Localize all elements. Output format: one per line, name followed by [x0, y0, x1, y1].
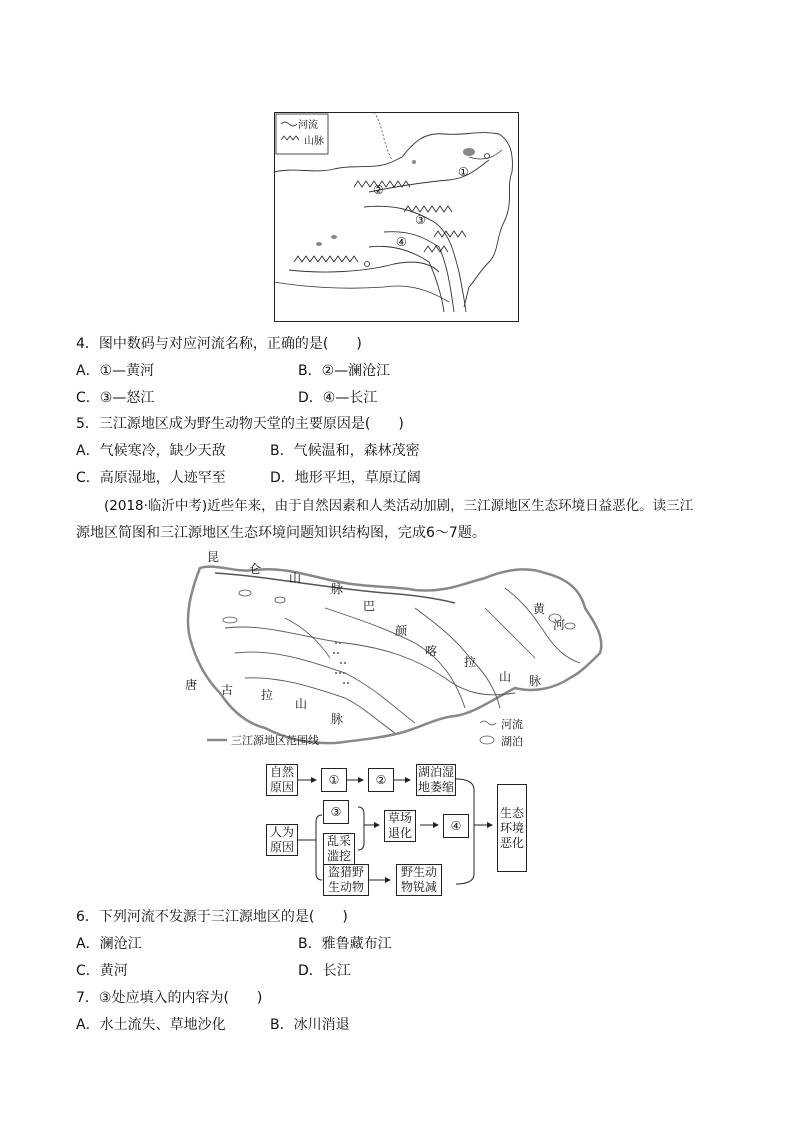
- q6-option-c: C．黄河: [76, 963, 128, 979]
- marker-3: ③: [415, 213, 426, 227]
- q5-option-c: C．高原湿地，人迹罕至: [76, 470, 226, 486]
- box-1: ①: [321, 768, 347, 792]
- label-mai-2: 脉: [529, 674, 542, 688]
- label-shan-1: 山: [289, 571, 302, 585]
- intro-line-1: (2018·临沂中考)近些年来，由于自然因素和人类活动加剧，三江源地区生态环境日益恶化。读三江: [104, 498, 694, 514]
- box-lake-shrink: 湖泊湿地萎缩: [417, 765, 454, 794]
- question-6-stem: 6．下列河流不发源于三江源地区的是( ): [76, 909, 348, 925]
- q7-option-a: A．水土流失、草地沙化: [76, 1017, 226, 1033]
- box-3: ③: [323, 800, 349, 824]
- q4-option-c: C．③—怒江: [76, 390, 155, 406]
- q5-option-b: B．气候温和，森林茂密: [270, 443, 420, 459]
- q7-option-b: B．冰川消退: [270, 1017, 350, 1033]
- question-5-stem: 5．三江源地区成为野生动物天堂的主要原因是( ): [76, 416, 404, 432]
- label-shan-3: 山: [295, 697, 308, 711]
- box-dig: 乱采滥挖: [323, 833, 355, 865]
- map-2: [185, 548, 605, 753]
- question-7-stem: 7．③处应填入的内容为( ): [76, 990, 263, 1006]
- structure-diagram: [260, 760, 540, 900]
- label-la-1: 拉: [464, 655, 477, 669]
- intro-line-2: 源地区简图和三江源地区生态环境问题知识结构图，完成6～7题。: [76, 525, 486, 541]
- q6-option-a: A．澜沧江: [76, 936, 142, 952]
- label-huang: 黄: [533, 602, 546, 616]
- box-human-cause: 人为原因: [266, 824, 298, 856]
- box-grass: 草场退化: [384, 810, 416, 842]
- label-mai-3: 脉: [331, 712, 344, 726]
- legend-boundary-label: 三江源地区范围线: [231, 734, 319, 747]
- box-result: 生态环境恶化: [497, 784, 527, 872]
- label-ka: 喀: [425, 644, 438, 658]
- box-hunt: 盗猎野生动物: [323, 864, 369, 896]
- label-tang: 唐: [185, 678, 198, 692]
- box-natural-cause: 自然原因: [266, 764, 298, 796]
- q4-option-a: A．①—黄河: [76, 363, 155, 379]
- label-kun: 昆: [207, 550, 220, 564]
- legend-river-label: 河流: [298, 120, 318, 131]
- label-lun: 仑: [249, 562, 262, 576]
- q5-option-a: A．气候寒冷，缺少天敌: [76, 443, 226, 459]
- marker-1: ①: [458, 165, 469, 179]
- label-he: 河: [553, 618, 566, 632]
- q4-option-b: B．②—澜沧江: [298, 363, 391, 379]
- question-4-stem: 4．图中数码与对应河流名称，正确的是( ): [76, 336, 362, 352]
- legend-river-label-2: 河流: [501, 718, 523, 731]
- q6-option-b: B．雅鲁藏布江: [298, 936, 392, 952]
- marker-4: ④: [396, 235, 407, 249]
- box-4: ④: [443, 814, 469, 838]
- q6-option-d: D．长江: [298, 963, 351, 979]
- label-yan: 颜: [395, 624, 408, 638]
- q5-option-d: D．地形平坦，草原辽阔: [270, 470, 421, 486]
- legend-mountain-label: 山脉: [304, 136, 324, 147]
- box-wild-decline: 野生动物锐减: [396, 864, 442, 896]
- label-gu: 古: [221, 683, 234, 697]
- label-shan-2: 山: [499, 670, 512, 684]
- label-la-2: 拉: [261, 688, 274, 702]
- legend-lake-label: 湖泊: [501, 735, 523, 748]
- box-2: ②: [368, 768, 394, 792]
- label-ba: 巴: [363, 599, 376, 613]
- map-2-drawing: [185, 548, 605, 753]
- label-mai-1: 脉: [331, 582, 344, 596]
- marker-2: ②: [373, 183, 384, 197]
- map-1: [274, 112, 519, 322]
- q4-option-d: D．④—长江: [298, 390, 378, 406]
